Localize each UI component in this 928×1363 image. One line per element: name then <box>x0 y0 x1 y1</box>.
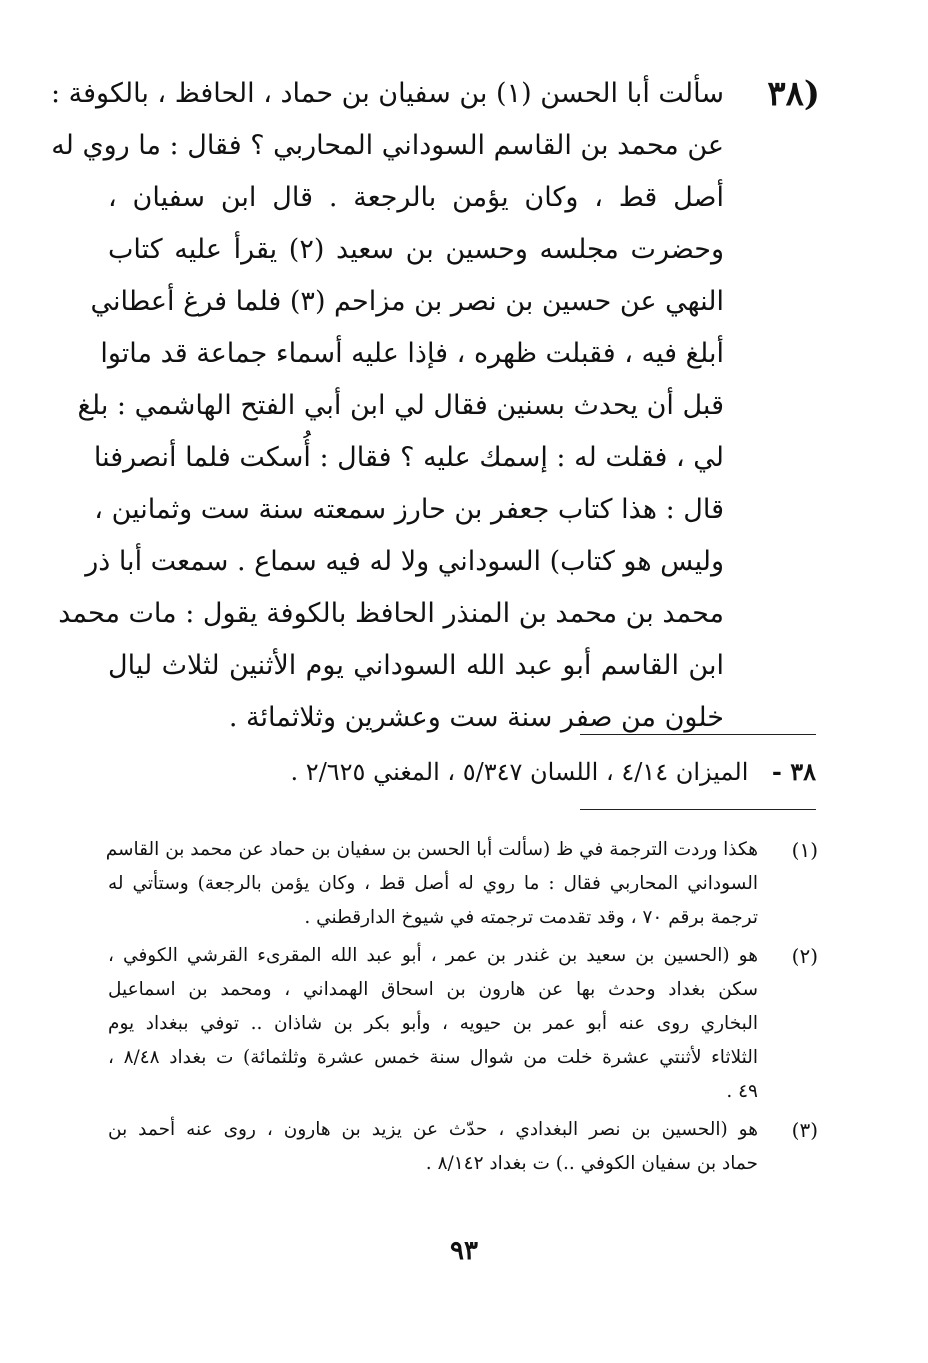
entry-line: قبل أن يحدث بسنين فقال لي ابن أبي الفتح الهاشمي : بلغ <box>77 390 724 421</box>
footnote-line: هو (الحسين بن سعيد بن غندر بن عمر ، أبو عبد الله المقرىء القرشي الكوفي ، <box>108 945 758 966</box>
entry-number: (٣٨ <box>767 74 820 114</box>
entry-line: أبلغ فيه ، فقبلت ظهره ، فإذا عليه أسماء جماعة قد ماتوا <box>100 338 724 369</box>
footnote-1 <box>105 833 818 935</box>
source-number: ٣٨ - <box>771 757 816 786</box>
entry-line: سألت أبا الحسن (١) بن سفيان بن حماد ، الحافظ ، بالكوفة : <box>50 78 724 109</box>
footnote-divider <box>580 809 816 810</box>
footnote-line: السوداني المحاربي فقال : ما روي له أصل قط ، وكان يؤمن بالرجعة) وستأتي له <box>108 873 758 894</box>
entry-text <box>50 68 724 744</box>
footnote-3 <box>108 1113 818 1181</box>
footnote-line: حماد بن سفيان الكوفي ..) ت بغداد ٨/١٤٢ . <box>425 1153 758 1174</box>
entry-line: ابن القاسم أبو عبد الله السوداني يوم الأثنين لثلاث ليال <box>108 650 724 681</box>
footnote-line: هو (الحسين بن نصر البغدادي ، حدّث عن يزيد بن هارون ، روى عنه أحمد بن <box>108 1119 758 1140</box>
page-number: ٩٣ <box>450 1236 478 1266</box>
entry-line: محمد بن محمد بن المنذر الحافظ بالكوفة يقول : مات محمد <box>58 598 724 629</box>
footnote-number: (١) <box>791 838 818 862</box>
entry-line: وحضرت مجلسه وحسين بن سعيد (٢) يقرأ عليه كتاب <box>108 234 724 265</box>
footnote-2 <box>108 939 818 1109</box>
footnote-line: البخاري روى عنه أبو عمر بن حيويه ، وأبو بكر بن شاذان .. توفي ببغداد يوم <box>108 1013 758 1034</box>
entry-line: عن محمد بن القاسم السوداني المحاربي ؟ فقال : ما روي له <box>51 130 724 161</box>
entry-line-last: خلون من صفر سنة ست وعشرين وثلاثمائة . <box>228 702 724 733</box>
source-references <box>116 752 816 792</box>
footnote-number: (٣) <box>791 1118 818 1142</box>
footnote-line: هكذا وردت الترجمة في ظ (سألت أبا الحسن بن سفيان بن حماد عن محمد بن القاسم <box>105 839 758 860</box>
entry-line: أصل قط ، وكان يؤمن بالرجعة . قال ابن سفيان ، <box>108 182 724 213</box>
entry-line: لي ، فقلت له : إسمك عليه ؟ فقال : أُسكت فلما أنصرفنا <box>93 442 724 473</box>
footnote-line: سكن بغداد وحدث بها عن هارون بن اسحاق الهمداني ، ومحمد بن اسماعيل <box>108 979 758 1000</box>
footnote-line: ٤٩ . <box>726 1081 758 1102</box>
source-divider-top <box>580 734 816 735</box>
footnote-number: (٢) <box>791 944 818 968</box>
entry-line: وليس هو كتاب) السوداني ولا له فيه سماع . سمعت أبا ذر <box>85 546 724 577</box>
entry-line: قال : هذا كتاب جعفر بن حارز سمعته سنة ست وثمانين ، <box>94 494 724 525</box>
entry-line: النهي عن حسين بن نصر بن مزاحم (٣) فلما فرغ أعطاني <box>90 286 724 317</box>
footnote-line: ترجمة برقم ٧٠ ، وقد تقدمت ترجمته في شيوخ الدارقطني . <box>304 907 758 928</box>
source-text: الميزان ٤/١٤ ، اللسان ٥/٣٤٧ ، المغني ٢/٦٢٥ . <box>290 758 749 786</box>
footnote-line: الثلاثاء لأثنتي عشرة خلت من شوال سنة خمس عشرة وثلثمائة) ت بغداد ٨/٤٨ ، <box>108 1047 758 1068</box>
footnotes <box>105 833 818 1181</box>
